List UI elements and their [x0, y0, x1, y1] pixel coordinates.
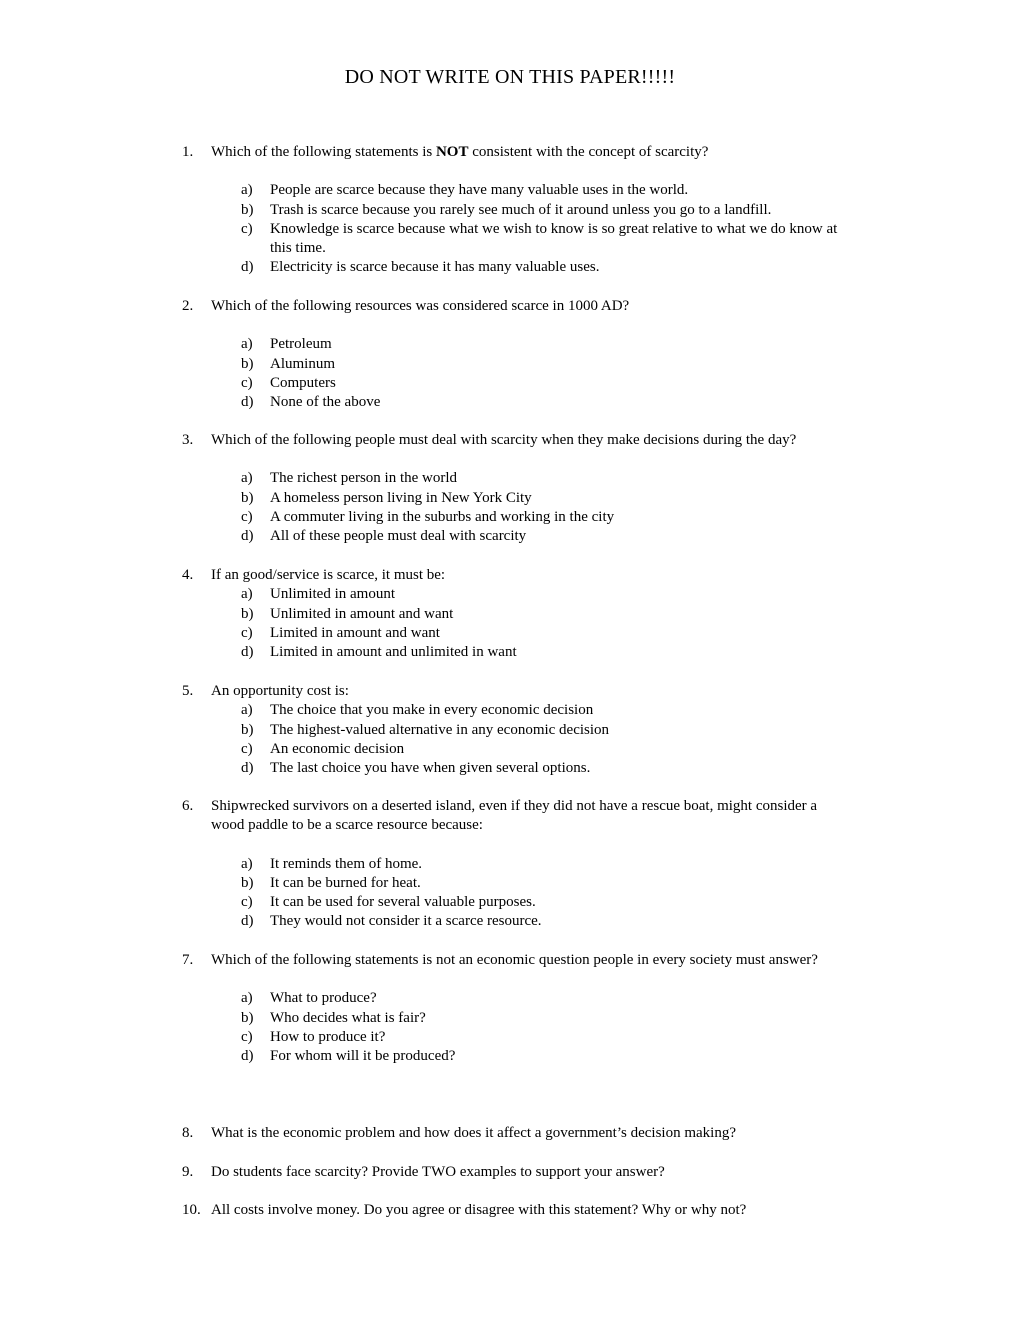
option-label: b) [241, 355, 254, 372]
option-label: c) [241, 624, 253, 641]
page-title: DO NOT WRITE ON THIS PAPER!!!!! [344, 66, 676, 88]
answer-options [182, 335, 872, 412]
option-text: A commuter living in the suburbs and working in the city [270, 508, 615, 525]
question-text: Which of the following people must deal with scarcity when they make decisions during the day? [211, 432, 797, 448]
option-label: a) [241, 586, 253, 603]
question-text: Do students face scarcity? Provide TWO examples to support your answer? [211, 1164, 665, 1180]
option-text: It reminds them of home. [270, 855, 423, 872]
answer-option-d [241, 258, 872, 277]
question-7 [182, 951, 872, 1066]
question-prompt [182, 1163, 872, 1182]
option-text: Trash is scarce because you rarely see much of it around unless you go to a landfill. [270, 201, 772, 218]
answer-option-c [241, 1028, 872, 1047]
option-text: All of these people must deal with scarcity [270, 528, 527, 545]
option-text: Limited in amount and want [270, 624, 440, 641]
answer-option-c [241, 220, 845, 259]
question-prompt [182, 951, 836, 970]
question-prompt [182, 566, 872, 585]
answer-option-b [241, 355, 872, 374]
question-prompt [182, 431, 872, 450]
option-label: b) [241, 1009, 254, 1026]
answer-option-d [241, 643, 872, 662]
question-number: 5. [182, 683, 194, 699]
answer-option-b [241, 489, 872, 508]
answer-option-c [241, 624, 872, 643]
question-text: If an good/service is scarce, it must be: [211, 567, 446, 583]
option-text: The choice that you make in every economic decision [270, 702, 594, 719]
answer-option-b [241, 201, 872, 220]
question-prompt [182, 1124, 872, 1143]
option-text: A homeless person living in New York City [270, 489, 532, 506]
question-prompt [182, 1201, 872, 1220]
question-number: 6. [182, 798, 194, 814]
option-label: d) [241, 1048, 254, 1065]
option-text: The highest-valued alternative in any economic decision [270, 721, 610, 738]
option-text: None of the above [270, 394, 381, 411]
option-text: Electricity is scarce because it has many valuable uses. [270, 259, 600, 276]
answer-option-b [241, 605, 872, 624]
answer-option-a [241, 701, 872, 720]
option-label: c) [241, 508, 253, 525]
question-text: What is the economic problem and how does it affect a government’s decision making? [211, 1125, 736, 1141]
option-text: Petroleum [270, 336, 332, 353]
question-number: 4. [182, 567, 194, 583]
answer-option-d [241, 527, 872, 546]
answer-options [182, 701, 872, 778]
option-label: a) [241, 702, 253, 719]
option-text: What to produce? [270, 990, 377, 1007]
option-text: They would not consider it a scarce resource. [270, 913, 542, 930]
option-label: b) [241, 874, 254, 891]
option-text: An economic decision [270, 740, 405, 757]
answer-options [182, 469, 872, 546]
question-text: Shipwrecked survivors on a deserted island, even if they did not have a rescue boat, might consider a wood paddle to be a scarce resource because: [211, 798, 818, 834]
option-label: c) [241, 220, 253, 237]
option-label: c) [241, 1028, 253, 1045]
option-text: Computers [270, 374, 336, 391]
option-label: a) [241, 470, 253, 487]
question-10 [182, 1201, 872, 1220]
option-label: a) [241, 182, 253, 199]
question-4 [182, 566, 872, 662]
answer-option-a [241, 855, 872, 874]
option-label: b) [241, 201, 254, 218]
option-label: b) [241, 489, 254, 506]
option-text: People are scarce because they have many valuable uses in the world. [270, 182, 689, 199]
option-label: b) [241, 721, 254, 738]
option-text: Unlimited in amount and want [270, 605, 454, 622]
option-label: d) [241, 259, 254, 276]
option-label: d) [241, 394, 254, 411]
answer-option-b [241, 721, 872, 740]
option-text: Who decides what is fair? [270, 1009, 426, 1026]
question-number: 10. [182, 1202, 201, 1218]
option-label: d) [241, 760, 254, 777]
answer-option-c [241, 740, 872, 759]
option-label: b) [241, 605, 254, 622]
question-text: consistent with the concept of scarcity? [468, 144, 709, 160]
question-text: Which of the following statements is not an economic question people in every society must answer? [211, 952, 818, 968]
option-label: a) [241, 855, 253, 872]
question-prompt [182, 682, 872, 701]
answer-option-d [241, 393, 872, 412]
question-9 [182, 1163, 872, 1182]
answer-option-a [241, 181, 872, 200]
answer-option-c [241, 893, 872, 912]
answer-options [182, 585, 872, 662]
question-8 [182, 1124, 872, 1143]
option-label: a) [241, 990, 253, 1007]
option-text: Aluminum [270, 355, 336, 372]
answer-option-a [241, 989, 872, 1008]
question-1 [182, 143, 872, 278]
question-emphasis: NOT [435, 144, 469, 160]
question-prompt [182, 797, 821, 836]
answer-option-d [241, 1047, 872, 1066]
option-text: For whom will it be produced? [270, 1048, 456, 1065]
answer-option-b [241, 1009, 872, 1028]
question-2 [182, 297, 872, 412]
question-text: All costs involve money. Do you agree or disagree with this statement? Why or why not? [211, 1202, 747, 1218]
question-3 [182, 431, 872, 546]
option-label: d) [241, 528, 254, 545]
answer-option-c [241, 374, 872, 393]
option-label: c) [241, 740, 253, 757]
question-number: 3. [182, 432, 194, 448]
question-text: An opportunity cost is: [211, 683, 349, 699]
answer-options [182, 989, 872, 1066]
answer-options [182, 855, 872, 932]
option-label: c) [241, 894, 253, 911]
answer-option-b [241, 874, 872, 893]
option-label: a) [241, 336, 253, 353]
answer-option-a [241, 469, 872, 488]
answer-option-a [241, 585, 872, 604]
answer-option-a [241, 335, 872, 354]
question-number: 2. [182, 298, 194, 314]
option-text: The richest person in the world [270, 470, 458, 487]
question-number: 7. [182, 952, 194, 968]
question-5 [182, 682, 872, 778]
answer-option-d [241, 759, 872, 778]
option-text: How to produce it? [270, 1028, 386, 1045]
question-number: 8. [182, 1125, 194, 1141]
option-label: d) [241, 913, 254, 930]
answer-option-c [241, 508, 872, 527]
option-text: It can be burned for heat. [270, 874, 421, 891]
option-label: c) [241, 374, 253, 391]
question-prompt [182, 297, 872, 316]
answer-options [182, 181, 872, 277]
answer-option-d [241, 912, 872, 931]
question-number: 9. [182, 1164, 194, 1180]
question-prompt [182, 143, 872, 162]
question-text: Which of the following statements is [211, 144, 436, 160]
question-number: 1. [182, 144, 194, 160]
option-text: It can be used for several valuable purposes. [270, 894, 536, 911]
option-text: The last choice you have when given several options. [270, 760, 591, 777]
question-6 [182, 797, 872, 932]
option-text: Knowledge is scarce because what we wish to know is so great relative to what we do know at this time. [270, 220, 838, 257]
question-text: Which of the following resources was considered scarce in 1000 AD? [211, 298, 630, 314]
option-text: Limited in amount and unlimited in want [270, 644, 517, 661]
option-label: d) [241, 644, 254, 661]
option-text: Unlimited in amount [270, 586, 395, 603]
